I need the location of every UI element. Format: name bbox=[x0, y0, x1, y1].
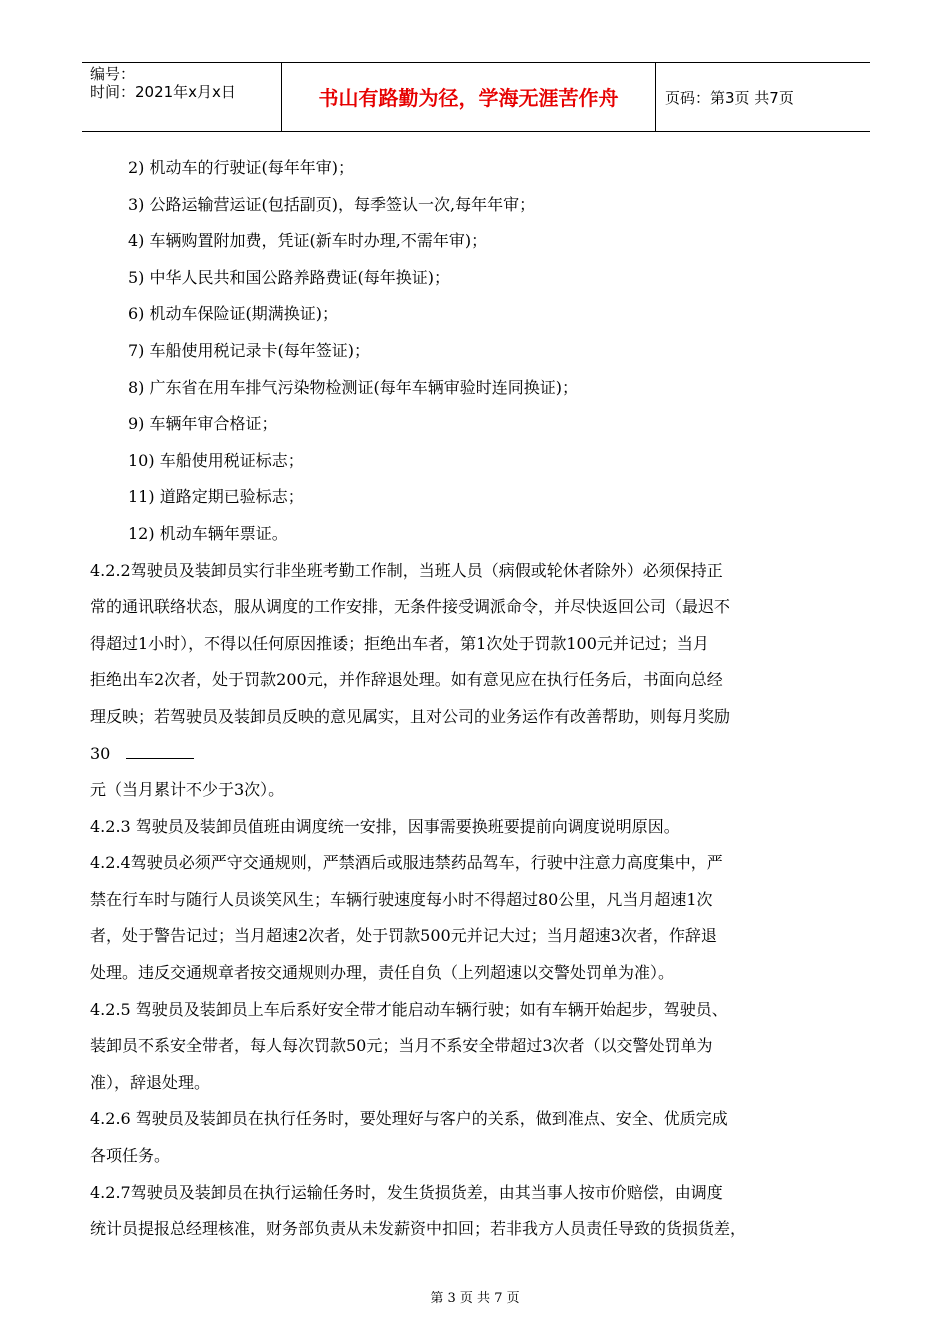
paragraph-4-2-2 bbox=[90, 553, 870, 809]
reward-amount: 30 bbox=[90, 743, 111, 763]
list-item: 12) 机动车辆年票证。 bbox=[128, 523, 288, 543]
text-line: 4.2.2驾驶员及装卸员实行非坐班考勤工作制，当班人员（病假或轮休者除外）必须保持正 bbox=[90, 560, 723, 580]
header-motto-cell bbox=[281, 63, 656, 131]
text-line: 禁在行车时与随行人员谈笑风生；车辆行驶速度每小时不得超过80公里，凡当月超速1次 bbox=[90, 889, 713, 909]
header-motto: 书山有路勤为径，学海无涯苦作舟 bbox=[318, 86, 619, 110]
text-line: 准），辞退处理。 bbox=[90, 1072, 211, 1092]
list-item: 6) 机动车保险证(期满换证)； bbox=[128, 304, 338, 324]
document-time-label: 时间：2021年x月x日 bbox=[90, 83, 236, 101]
text-line: 各项任务。 bbox=[90, 1146, 171, 1166]
header-page-number: 页码：第3页 共7页 bbox=[665, 89, 794, 107]
text-line: 理反映；若驾驶员及装卸员反映的意见属实，且对公司的业务运作有改善帮助，则每月奖励 bbox=[90, 706, 731, 726]
text-line: 装卸员不系安全带者，每人每次罚款50元；当月不系安全带超过3次者（以交警处罚单为 bbox=[90, 1036, 713, 1056]
text-line: 4.2.5 驾驶员及装卸员上车后系好安全带才能启动车辆行驶；如有车辆开始起步，驾驶员、 bbox=[90, 999, 728, 1019]
document-header bbox=[82, 62, 870, 132]
reward-amount-line bbox=[90, 736, 870, 773]
text-line: 常的通讯联络状态，服从调度的工作安排，无条件接受调派命令，并尽快返回公司（最迟不 bbox=[90, 597, 731, 617]
document-body bbox=[90, 150, 870, 1248]
text-line: 4.2.4驾驶员必须严守交通规则，严禁酒后或服违禁药品驾车，行驶中注意力高度集中，严 bbox=[90, 853, 723, 873]
blank-underline bbox=[126, 740, 194, 759]
list-item: 3) 公路运输营运证(包括副页)，每季签认一次,每年年审； bbox=[128, 194, 536, 214]
list-item: 7) 车船使用税记录卡(每年签证)； bbox=[128, 340, 370, 360]
list-item: 8) 广东省在用车排气污染物检测证(每年车辆审验时连同换证)； bbox=[128, 377, 578, 397]
page-footer: 第 3 页 共 7 页 bbox=[430, 1291, 520, 1306]
paragraph-4-2-5 bbox=[90, 992, 870, 1102]
list-item: 11) 道路定期已验标志； bbox=[128, 487, 304, 507]
text-line: 统计员提报总经理核准，财务部负责从未发薪资中扣回；若非我方人员责任导致的货损货差， bbox=[90, 1219, 747, 1239]
document-number-label: 编号： bbox=[90, 65, 136, 83]
list-item: 4) 车辆购置附加费，凭证(新车时办理,不需年审)； bbox=[128, 231, 488, 251]
paragraph-4-2-7 bbox=[90, 1175, 870, 1248]
list-item: 9) 车辆年审合格证； bbox=[128, 414, 278, 434]
paragraph-4-2-4 bbox=[90, 845, 870, 991]
list-item: 2) 机动车的行驶证(每年年审)； bbox=[128, 158, 354, 177]
list-item: 10) 车船使用税证标志； bbox=[128, 450, 304, 470]
text-line: 元（当月累计不少于3次）。 bbox=[90, 780, 285, 800]
text-line: 得超过1小时），不得以任何原因推诿；拒绝出车者，第1次处于罚款100元并记过；当月 bbox=[90, 633, 709, 653]
header-meta-cell bbox=[82, 63, 280, 131]
paragraph-4-2-3 bbox=[90, 809, 870, 846]
paragraph-4-2-6 bbox=[90, 1101, 870, 1174]
text-line: 4.2.6 驾驶员及装卸员在执行任务时，要处理好与客户的关系，做到准点、安全、优质完成 bbox=[90, 1109, 728, 1129]
text-line: 者，处于警告记过；当月超速2次者，处于罚款500元并记大过；当月超速3次者，作辞退 bbox=[90, 926, 717, 946]
text-line: 4.2.3 驾驶员及装卸员值班由调度统一安排，因事需要换班要提前向调度说明原因。 bbox=[90, 816, 680, 836]
list-item: 5) 中华人民共和国公路养路费证(每年换证)； bbox=[128, 267, 450, 287]
header-page-cell bbox=[655, 63, 870, 131]
text-line: 拒绝出车2次者，处于罚款200元，并作辞退处理。如有意见应在执行任务后，书面向总经 bbox=[90, 670, 723, 690]
text-line: 4.2.7驾驶员及装卸员在执行运输任务时，发生货损货差，由其当事人按市价赔偿，由调度 bbox=[90, 1182, 723, 1202]
text-line: 处理。违反交通规章者按交通规则办理，责任自负（上列超速以交警处罚单为准）。 bbox=[90, 963, 675, 983]
